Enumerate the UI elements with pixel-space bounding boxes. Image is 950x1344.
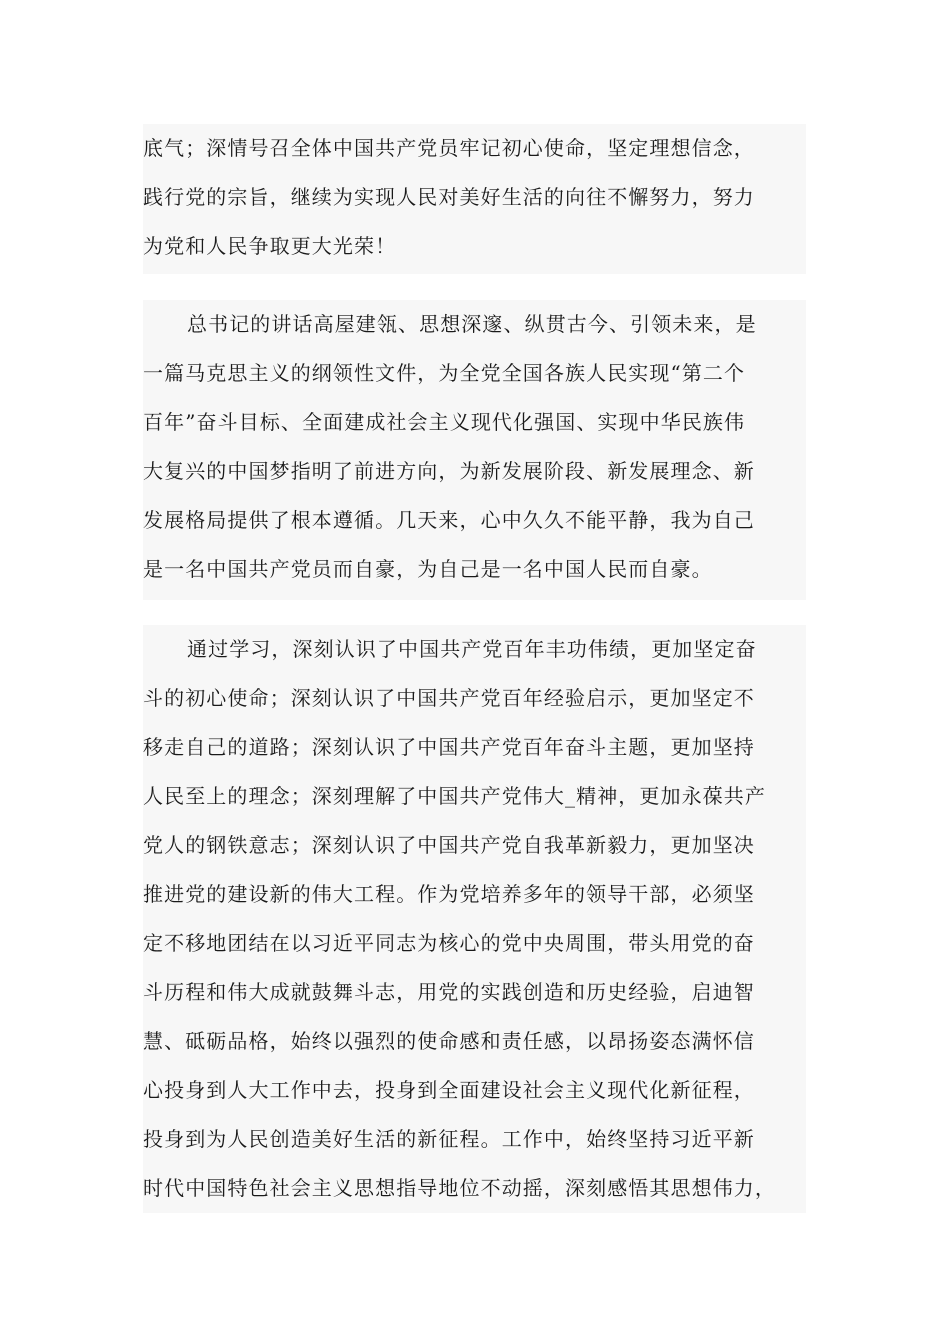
paragraph-line: 斗的初心使命；深刻认识了中国共产党百年经验启示，更加坚定不 bbox=[143, 686, 755, 710]
paragraph-block-3 bbox=[143, 625, 806, 1213]
paragraph-line: 百年”奋斗目标、全面建成社会主义现代化强国、实现中华民族伟 bbox=[143, 410, 746, 434]
paragraph-line: 为党和人民争取更大光荣！ bbox=[143, 234, 397, 258]
paragraph-line: 斗历程和伟大成就鼓舞斗志，用党的实践创造和历史经验，启迪智 bbox=[143, 980, 755, 1004]
paragraph-line: 是一名中国共产党员而自豪，为自己是一名中国人民而自豪。 bbox=[143, 557, 713, 581]
paragraph-line: 总书记的讲话高屋建瓴、思想深邃、纵贯古今、引领未来，是 bbox=[187, 312, 757, 336]
paragraph-line: 慧、砥砺品格，始终以强烈的使命感和责任感，以昂扬姿态满怀信 bbox=[143, 1029, 755, 1053]
paragraph-line: 党人的钢铁意志；深刻认识了中国共产党自我革新毅力，更加坚决 bbox=[143, 833, 755, 857]
paragraph-3 bbox=[143, 625, 806, 1213]
paragraph-line: 投身到为人民创造美好生活的新征程。工作中，始终坚持习近平新 bbox=[143, 1127, 755, 1151]
paragraph-block-1 bbox=[143, 124, 806, 274]
paragraph-2 bbox=[143, 300, 806, 594]
paragraph-line: 一篇马克思主义的纲领性文件，为全党全国各族人民实现“第二个 bbox=[143, 361, 746, 385]
paragraph-line: 通过学习，深刻认识了中国共产党百年丰功伟绩，更加坚定奋 bbox=[187, 637, 757, 661]
paragraph-line: 底气；深情号召全体中国共产党员牢记初心使命，坚定理想信念， bbox=[143, 136, 755, 160]
paragraph-1 bbox=[143, 124, 806, 271]
paragraph-line: 大复兴的中国梦指明了前进方向，为新发展阶段、新发展理念、新 bbox=[143, 459, 755, 483]
paragraph-line: 人民至上的理念；深刻理解了中国共产党伟大_精神，更加永葆共产 bbox=[143, 784, 766, 808]
paragraph-line: 时代中国特色社会主义思想指导地位不动摇，深刻感悟其思想伟力， bbox=[143, 1176, 776, 1200]
paragraph-line: 定不移地团结在以习近平同志为核心的党中央周围，带头用党的奋 bbox=[143, 931, 755, 955]
paragraph-line: 推进党的建设新的伟大工程。作为党培养多年的领导干部，必须坚 bbox=[143, 882, 755, 906]
paragraph-line: 发展格局提供了根本遵循。几天来，心中久久不能平静，我为自己 bbox=[143, 508, 755, 532]
paragraph-line: 移走自己的道路；深刻认识了中国共产党百年奋斗主题，更加坚持 bbox=[143, 735, 755, 759]
paragraph-line: 践行党的宗旨，继续为实现人民对美好生活的向往不懈努力，努力 bbox=[143, 185, 755, 209]
paragraph-block-2 bbox=[143, 300, 806, 600]
paragraph-line: 心投身到人大工作中去，投身到全面建设社会主义现代化新征程， bbox=[143, 1078, 755, 1102]
